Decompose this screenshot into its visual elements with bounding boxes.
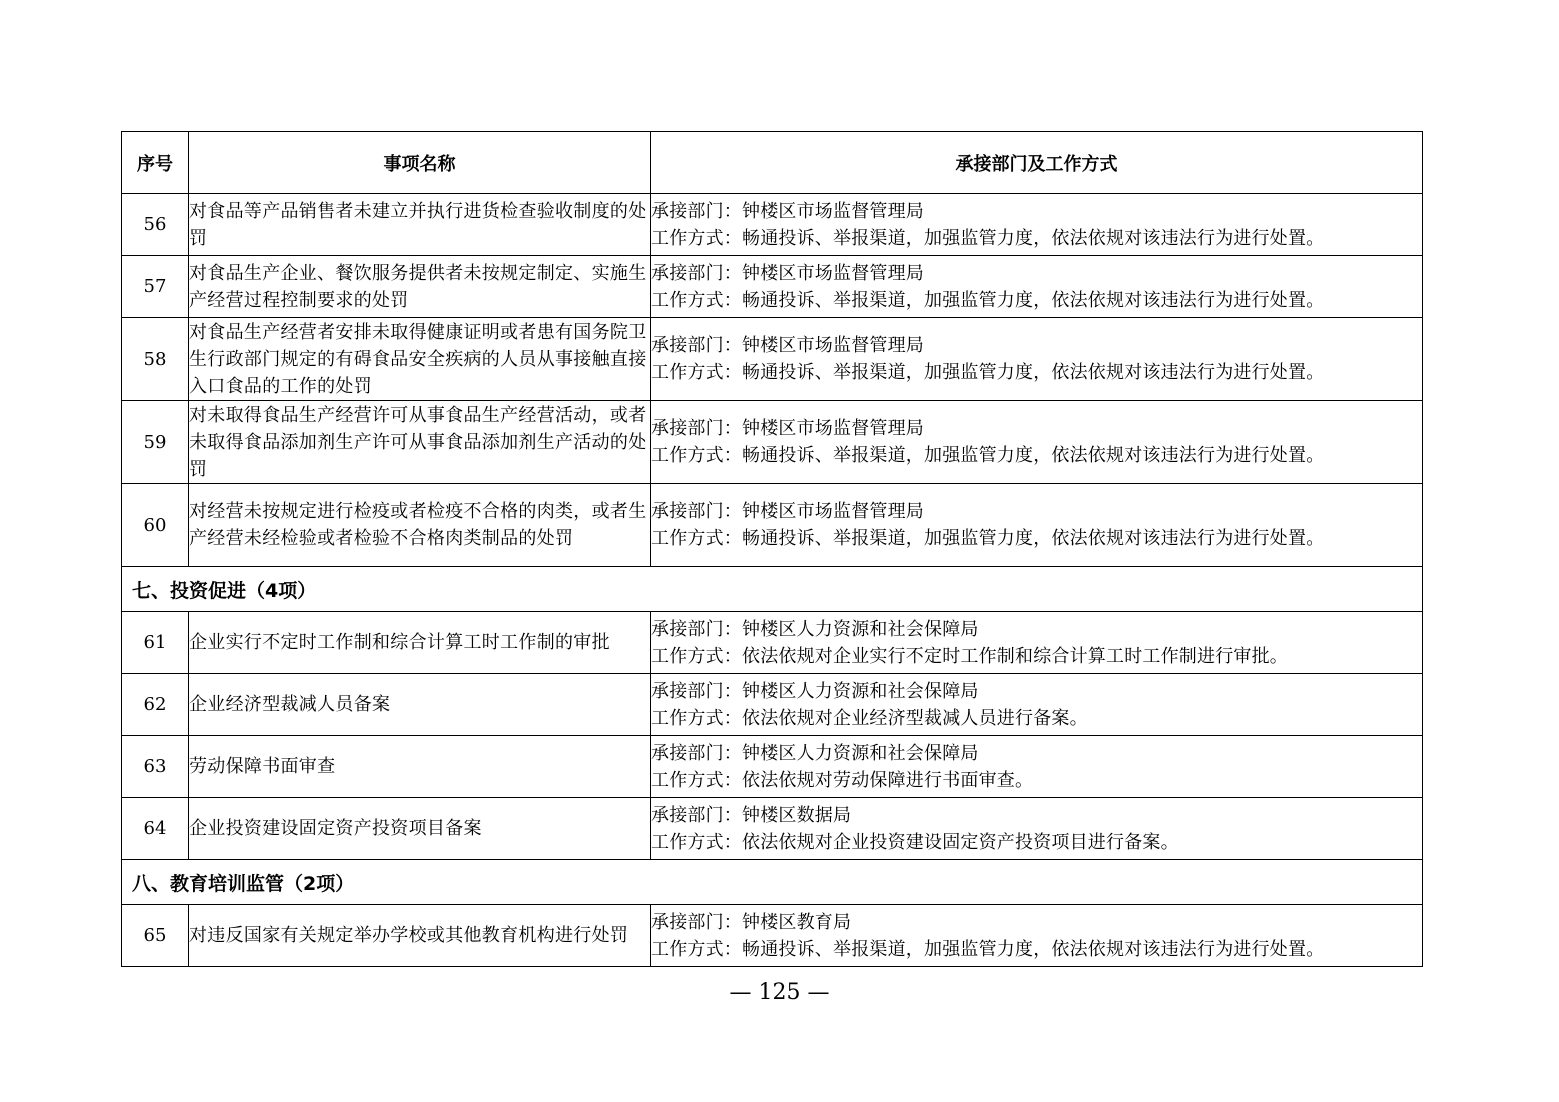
dept-cell [651, 736, 1423, 798]
dept-line: 承接部门：钟楼区教育局 [651, 911, 852, 933]
dept-cell [651, 401, 1423, 484]
row-number: 64 [122, 798, 189, 860]
dept-cell [651, 256, 1423, 318]
dept-line: 承接部门：钟楼区市场监督管理局 [651, 262, 924, 284]
item-name: 对未取得食品生产经营许可从事食品生产经营活动，或者未取得食品添加剂生产许可从事食品添加剂生产活动的处罚 [189, 401, 651, 484]
section-row [122, 567, 1423, 612]
method-line: 工作方式：畅通投诉、举报渠道，加强监管力度，依法依规对该违法行为进行处置。 [651, 227, 1325, 249]
row-number: 65 [122, 905, 189, 967]
item-name: 劳动保障书面审查 [189, 736, 651, 798]
method-line: 工作方式：依法依规对企业实行不定时工作制和综合计算工时工作制进行审批。 [651, 645, 1288, 667]
row-number: 56 [122, 194, 189, 256]
header-name: 事项名称 [189, 132, 651, 194]
row-number: 58 [122, 318, 189, 401]
table-row [122, 484, 1423, 567]
section-row [122, 860, 1423, 905]
table-header-row [122, 132, 1423, 194]
table-row [122, 798, 1423, 860]
header-dept: 承接部门及工作方式 [651, 132, 1423, 194]
dept-line: 承接部门：钟楼区市场监督管理局 [651, 418, 924, 439]
dept-line: 承接部门：钟楼区人力资源和社会保障局 [651, 742, 979, 764]
method-line: 工作方式：依法依规对劳动保障进行书面审查。 [651, 769, 1034, 791]
dept-cell [651, 674, 1423, 736]
item-name: 对经营未按规定进行检疫或者检疫不合格的肉类，或者生产经营未经检验或者检验不合格肉类制品的处罚 [189, 484, 651, 567]
row-number: 62 [122, 674, 189, 736]
row-number: 63 [122, 736, 189, 798]
table-row [122, 736, 1423, 798]
table-row [122, 612, 1423, 674]
item-name: 企业实行不定时工作制和综合计算工时工作制的审批 [189, 612, 651, 674]
item-name: 对食品生产经营者安排未取得健康证明或者患有国务院卫生行政部门规定的有碍食品安全疾病的人员从事接触直接入口食品的工作的处罚 [189, 318, 651, 401]
method-line: 工作方式：畅通投诉、举报渠道，加强监管力度，依法依规对该违法行为进行处置。 [651, 362, 1325, 383]
table-row [122, 256, 1423, 318]
item-name: 企业经济型裁减人员备案 [189, 674, 651, 736]
dept-line: 承接部门：钟楼区人力资源和社会保障局 [651, 618, 979, 640]
item-name: 对违反国家有关规定举办学校或其他教育机构进行处罚 [189, 905, 651, 967]
table-row [122, 194, 1423, 256]
table-row [122, 905, 1423, 967]
row-number: 59 [122, 401, 189, 484]
item-table [121, 131, 1423, 967]
method-line: 工作方式：畅通投诉、举报渠道，加强监管力度，依法依规对该违法行为进行处置。 [651, 938, 1325, 960]
header-num: 序号 [122, 132, 189, 194]
row-number: 61 [122, 612, 189, 674]
item-name: 企业投资建设固定资产投资项目备案 [189, 798, 651, 860]
dept-line: 承接部门：钟楼区市场监督管理局 [651, 501, 924, 522]
table-row [122, 401, 1423, 484]
row-number: 60 [122, 484, 189, 567]
method-line: 工作方式：依法依规对企业经济型裁减人员进行备案。 [651, 707, 1088, 729]
table-row [122, 674, 1423, 736]
row-number: 57 [122, 256, 189, 318]
table-row [122, 318, 1423, 401]
item-name: 对食品生产企业、餐饮服务提供者未按规定制定、实施生产经营过程控制要求的处罚 [189, 256, 651, 318]
dept-cell [651, 612, 1423, 674]
item-name: 对食品等产品销售者未建立并执行进货检查验收制度的处罚 [189, 194, 651, 256]
dept-cell [651, 194, 1423, 256]
method-line: 工作方式：畅通投诉、举报渠道，加强监管力度，依法依规对该违法行为进行处置。 [651, 289, 1325, 311]
section-title: 八、教育培训监管（2项） [122, 860, 1423, 905]
dept-line: 承接部门：钟楼区人力资源和社会保障局 [651, 680, 979, 702]
dept-line: 承接部门：钟楼区市场监督管理局 [651, 335, 924, 356]
dept-line: 承接部门：钟楼区市场监督管理局 [651, 200, 924, 222]
dept-line: 承接部门：钟楼区数据局 [651, 804, 852, 826]
method-line: 工作方式：依法依规对企业投资建设固定资产投资项目进行备案。 [651, 831, 1179, 853]
dept-cell [651, 484, 1423, 567]
dept-cell [651, 318, 1423, 401]
method-line: 工作方式：畅通投诉、举报渠道，加强监管力度，依法依规对该违法行为进行处置。 [651, 445, 1325, 466]
dept-cell [651, 905, 1423, 967]
method-line: 工作方式：畅通投诉、举报渠道，加强监管力度，依法依规对该违法行为进行处置。 [651, 528, 1325, 549]
page-number: — 125 — [729, 980, 830, 1005]
section-title: 七、投资促进（4项） [122, 567, 1423, 612]
dept-cell [651, 798, 1423, 860]
